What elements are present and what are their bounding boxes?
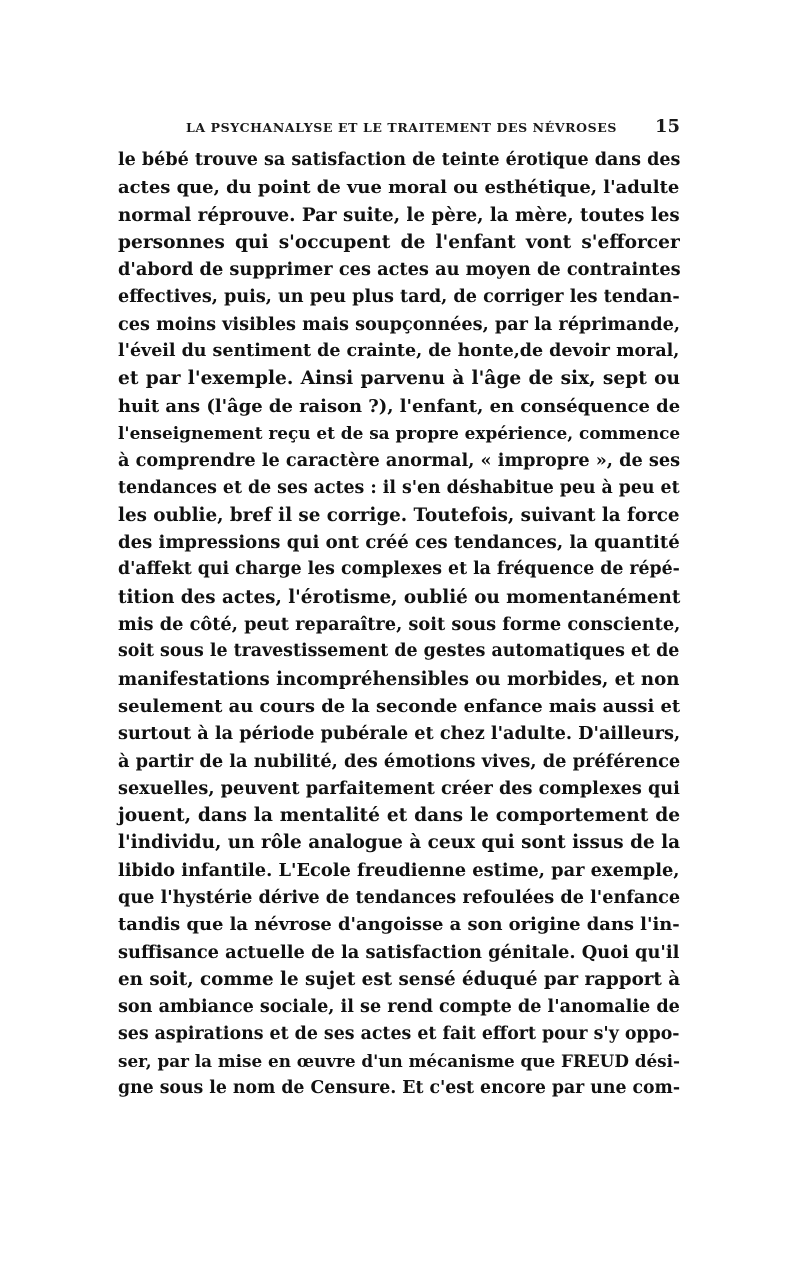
book-page (118, 108, 681, 1099)
text-line: personnes qui s'occupent de l'enfant vont s'efforcer (118, 231, 680, 253)
text-line: actes que, du point de vue moral ou esthétique, l'adulte (118, 177, 680, 199)
text-line: tendances et de ses actes : il s'en déshabitue peu à peu et (118, 477, 680, 498)
text-line: les oublie, bref il se corrige. Toutefois, suivant la force (118, 504, 680, 526)
text-line: des impressions qui ont créé ces tendances, la quantité (118, 532, 680, 554)
running-header (118, 108, 680, 138)
text-line: ser, par la mise en œuvre d'un mécanisme que FREUD dési- (118, 1050, 680, 1071)
text-line: jouent, dans la mentalité et dans le comportement de (118, 805, 681, 827)
text-line: d'affekt qui charge les complexes et la fréquence de répé- (118, 559, 680, 580)
text-line: surtout à la période pubérale et chez l'adulte. D'ailleurs, (118, 723, 681, 745)
text-line: effectives, puis, un peu plus tard, de corriger les tendan- (118, 286, 680, 308)
text-line: l'enseignement reçu et de sa propre expérience, commence (118, 422, 681, 443)
text-line: huit ans (l'âge de raison ?), l'enfant, en conséquence de (118, 395, 681, 417)
text-line: l'individu, un rôle analogue à ceux qui sont issus de la (118, 832, 681, 854)
text-line: libido infantile. L'Ecole freudienne estime, par exemple, (118, 859, 680, 881)
text-line: ces moins visibles mais soupçonnées, par la réprimande, (118, 313, 680, 335)
text-line: que l'hystérie dérive de tendances refoulées de l'enfance (118, 887, 681, 909)
text-line: mis de côté, peut reparaître, soit sous forme consciente, (118, 614, 681, 636)
text-line: ses aspirations et de ses actes et fait effort pour s'y oppo- (118, 1023, 680, 1044)
text-line: en soit, comme le sujet est sensé éduqué par rapport à (118, 968, 681, 990)
text-line: tition des actes, l'érotisme, oublié ou momentanément (118, 586, 681, 608)
text-line: soit sous le travestissement de gestes automatiques et de (118, 641, 680, 662)
text-line: normal réprouve. Par suite, le père, la mère, toutes les (118, 204, 680, 226)
text-line: tandis que la névrose d'angoisse a son origine dans l'in- (118, 914, 680, 936)
text-line: sexuelles, peuvent parfaitement créer des complexes qui (118, 777, 680, 799)
running-title: LA PSYCHANALYSE ET LE TRAITEMENT DES NÉVROSES (186, 120, 617, 135)
text-line: manifestations incompréhensibles ou morbides, et non (118, 668, 680, 690)
body-paragraph (118, 147, 680, 1102)
text-line: gne sous le nom de Censure. Et c'est encore par une com- (118, 1078, 681, 1099)
text-line: suffisance actuelle de la satisfaction génitale. Quoi qu'il (118, 941, 680, 963)
text-line: d'abord de supprimer ces actes au moyen de contraintes (118, 259, 681, 281)
text-line: l'éveil du sentiment de crainte, de honte,de devoir moral, (118, 341, 680, 362)
text-line: à partir de la nubilité, des émotions vives, de préférence (118, 750, 681, 772)
text-line: à comprendre le caractère anormal, « impropre », de ses (118, 450, 681, 472)
text-line: le bébé trouve sa satisfaction de teinte érotique dans des (118, 150, 681, 170)
text-line: et par l'exemple. Ainsi parvenu à l'âge de six, sept ou (118, 368, 681, 390)
text-line: son ambiance sociale, il se rend compte de l'anomalie de (118, 996, 680, 1018)
page-number: 15 (654, 116, 680, 137)
text-line: seulement au cours de la seconde enfance mais aussi et (118, 695, 681, 717)
